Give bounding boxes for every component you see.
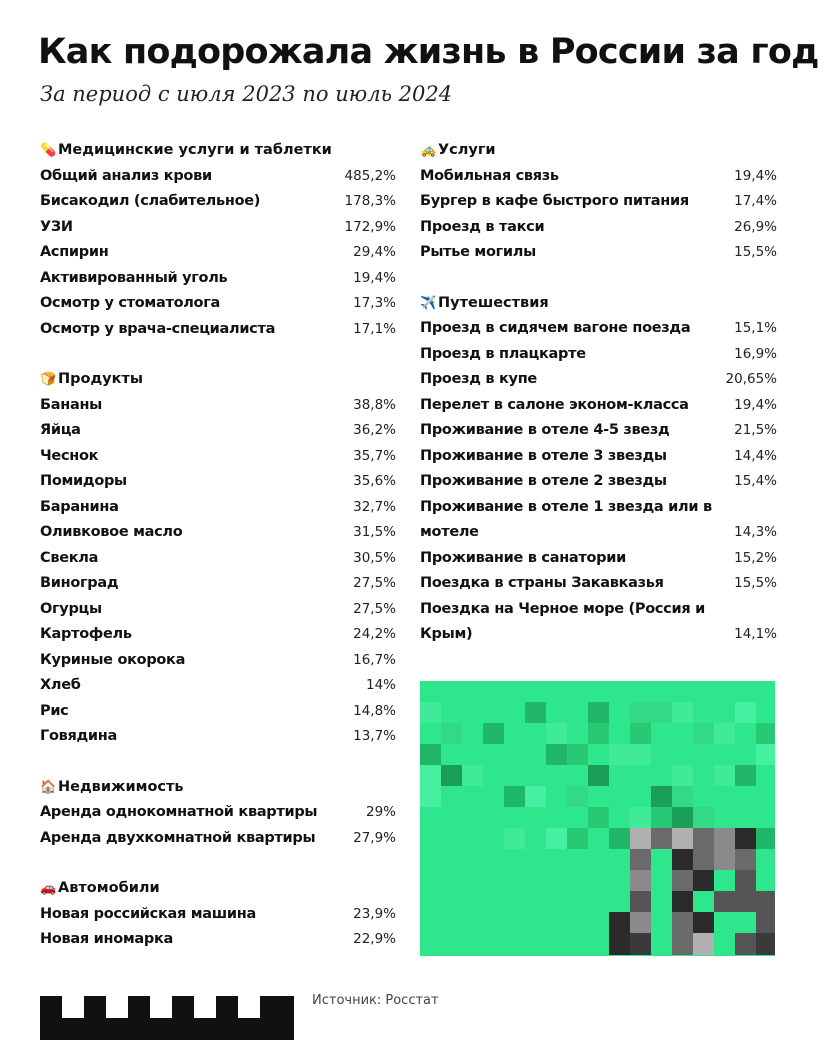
price-row — [40, 927, 396, 953]
item-increase: 15,4% — [734, 473, 777, 489]
item-name: Рытье могилы — [420, 244, 536, 260]
section — [420, 138, 777, 266]
item-name: Баранина — [40, 498, 119, 515]
item-name: Свекла — [40, 549, 99, 566]
item-increase: 14,1% — [734, 626, 777, 642]
page-subtitle: За период с июля 2023 по июль 2024 — [40, 82, 453, 106]
price-row — [40, 266, 396, 292]
price-row — [420, 571, 777, 597]
section-heading — [420, 291, 777, 317]
price-row — [420, 342, 777, 368]
item-name: Бисакодил (слабительное) — [40, 193, 261, 209]
item-increase: 19,4% — [734, 396, 777, 413]
item-increase: 14,8% — [353, 702, 396, 719]
price-row — [40, 800, 396, 826]
item-increase: 16,7% — [353, 651, 396, 668]
section-emoji-icon: 🏠 — [40, 779, 57, 795]
censored-logo — [40, 996, 294, 1040]
source-note: Источник: Росстат — [312, 993, 439, 1008]
page-title: Как подорожала жизнь в России за год — [38, 32, 819, 72]
item-name: Огурцы — [40, 600, 102, 617]
item-name: Общий анализ крови — [40, 167, 212, 184]
price-row — [40, 724, 396, 750]
price-row — [420, 240, 777, 266]
item-increase: 15,2% — [734, 549, 777, 566]
section-heading-text: Путешествия — [438, 294, 549, 311]
item-name: Яйца — [40, 422, 81, 438]
section — [40, 775, 396, 852]
item-increase: 14,3% — [734, 524, 777, 540]
item-increase: 14,4% — [734, 447, 777, 464]
item-name: Аренда однокомнатной квартиры — [40, 804, 318, 820]
price-row — [40, 444, 396, 470]
price-row — [420, 215, 777, 241]
item-name: Помидоры — [40, 473, 127, 489]
section-heading-text: Продукты — [58, 371, 143, 387]
item-increase: 15,5% — [734, 575, 777, 591]
price-row — [40, 418, 396, 444]
item-increase: 27,5% — [353, 600, 396, 617]
section-heading — [40, 367, 396, 393]
price-row — [40, 164, 396, 190]
item-name: Проживание в отеле 3 звезды — [420, 447, 667, 464]
price-row — [40, 571, 396, 597]
section-heading — [40, 876, 396, 902]
item-name: Поездка в страны Закавказья — [420, 575, 664, 591]
item-increase: 35,6% — [353, 473, 396, 489]
section-heading-text: Автомобили — [58, 880, 160, 896]
price-row — [420, 316, 777, 342]
item-name: Проживание в отеле 1 звезда или в мотеле — [420, 498, 712, 540]
price-row — [40, 291, 396, 317]
item-increase: 27,9% — [353, 829, 396, 846]
section — [420, 291, 777, 648]
section-emoji-icon: 🍞 — [40, 372, 57, 387]
item-name: Новая иномарка — [40, 931, 173, 947]
item-increase: 172,9% — [344, 218, 396, 235]
item-increase: 36,2% — [353, 422, 396, 438]
price-row — [40, 673, 396, 699]
price-row — [40, 189, 396, 215]
section — [40, 138, 396, 342]
price-row — [420, 597, 777, 648]
price-row — [40, 699, 396, 725]
section-heading — [40, 775, 396, 801]
price-row — [420, 393, 777, 419]
item-name: Поездка на Черное море (Россия и Крым) — [420, 600, 705, 642]
item-increase: 17,3% — [353, 295, 396, 311]
price-row — [420, 469, 777, 495]
item-increase: 23,9% — [353, 905, 396, 922]
price-row — [40, 902, 396, 928]
price-row — [420, 189, 777, 215]
item-increase: 16,9% — [734, 345, 777, 362]
price-row — [40, 393, 396, 419]
item-increase: 20,65% — [725, 371, 777, 387]
left-column — [40, 138, 396, 978]
price-row — [40, 622, 396, 648]
item-name: Виноград — [40, 575, 119, 591]
item-name: Бургер в кафе быстрого питания — [420, 193, 689, 209]
item-increase: 38,8% — [353, 396, 396, 413]
section — [40, 876, 396, 953]
item-name: Проезд в купе — [420, 371, 537, 387]
section-emoji-icon: 💊 — [40, 143, 57, 158]
item-name: Проезд в плацкарте — [420, 345, 586, 362]
section-heading-text: Услуги — [438, 142, 496, 158]
item-name: Говядина — [40, 728, 117, 744]
item-name: Чеснок — [40, 447, 99, 464]
item-increase: 26,9% — [734, 218, 777, 235]
item-name: Аспирин — [40, 244, 109, 260]
item-increase: 14% — [365, 677, 396, 693]
price-row — [40, 469, 396, 495]
item-increase: 13,7% — [353, 728, 396, 744]
item-name: Осмотр у стоматолога — [40, 295, 220, 311]
price-row — [40, 240, 396, 266]
price-row — [40, 317, 396, 343]
price-row — [40, 495, 396, 521]
item-increase: 17,4% — [734, 193, 777, 209]
section-emoji-icon: ✈️ — [420, 295, 437, 311]
item-name: Проезд в сидячем вагоне поезда — [420, 320, 691, 336]
item-name: Куриные окорока — [40, 651, 186, 668]
item-name: УЗИ — [40, 218, 73, 235]
section-emoji-icon: 🚗 — [40, 881, 57, 896]
item-name: Проживание в отеле 2 звезды — [420, 473, 667, 489]
item-increase: 31,5% — [353, 524, 396, 540]
item-name: Проживание в санатории — [420, 549, 626, 566]
item-name: Осмотр у врача-специалиста — [40, 320, 276, 337]
section-emoji-icon: 🚕 — [420, 143, 437, 158]
item-increase: 485,2% — [344, 167, 396, 184]
item-increase: 27,5% — [353, 575, 396, 591]
item-increase: 24,2% — [353, 626, 396, 642]
item-name: Рис — [40, 702, 69, 719]
censored-image — [420, 681, 775, 956]
item-increase: 178,3% — [344, 193, 396, 209]
item-increase: 29,4% — [353, 244, 396, 260]
item-name: Хлеб — [40, 677, 81, 693]
item-increase: 15,1% — [734, 320, 777, 336]
item-name: Оливковое масло — [40, 524, 183, 540]
item-increase: 32,7% — [353, 498, 396, 515]
item-increase: 21,5% — [734, 422, 777, 438]
item-increase: 15,5% — [734, 244, 777, 260]
item-name: Проживание в отеле 4-5 звезд — [420, 422, 670, 438]
item-increase: 22,9% — [353, 931, 396, 947]
price-row — [420, 495, 777, 546]
section-heading-text: Недвижимость — [58, 778, 184, 795]
item-increase: 35,7% — [353, 447, 396, 464]
price-row — [420, 418, 777, 444]
section-heading — [420, 138, 777, 164]
item-increase: 29% — [365, 804, 396, 820]
item-increase: 30,5% — [353, 549, 396, 566]
item-increase: 17,1% — [353, 320, 396, 337]
item-increase: 19,4% — [353, 269, 396, 286]
section-heading-text: Медицинские услуги и таблетки — [58, 142, 332, 158]
item-increase: 19,4% — [734, 167, 777, 184]
item-name: Активированный уголь — [40, 269, 228, 286]
price-row — [40, 826, 396, 852]
section — [40, 367, 396, 750]
price-row — [40, 215, 396, 241]
item-name: Картофель — [40, 626, 132, 642]
price-row — [40, 546, 396, 572]
item-name: Проезд в такси — [420, 218, 545, 235]
section-heading — [40, 138, 396, 164]
price-row — [40, 648, 396, 674]
price-row — [40, 520, 396, 546]
price-row — [420, 164, 777, 190]
right-column — [420, 138, 777, 673]
item-name: Бананы — [40, 396, 102, 413]
item-name: Новая российская машина — [40, 905, 256, 922]
price-row — [420, 444, 777, 470]
item-name: Аренда двухкомнатной квартиры — [40, 829, 316, 846]
item-name: Мобильная связь — [420, 167, 559, 184]
price-row — [40, 597, 396, 623]
price-row — [420, 367, 777, 393]
item-name: Перелет в салоне эконом-класса — [420, 396, 689, 413]
price-row — [420, 546, 777, 572]
